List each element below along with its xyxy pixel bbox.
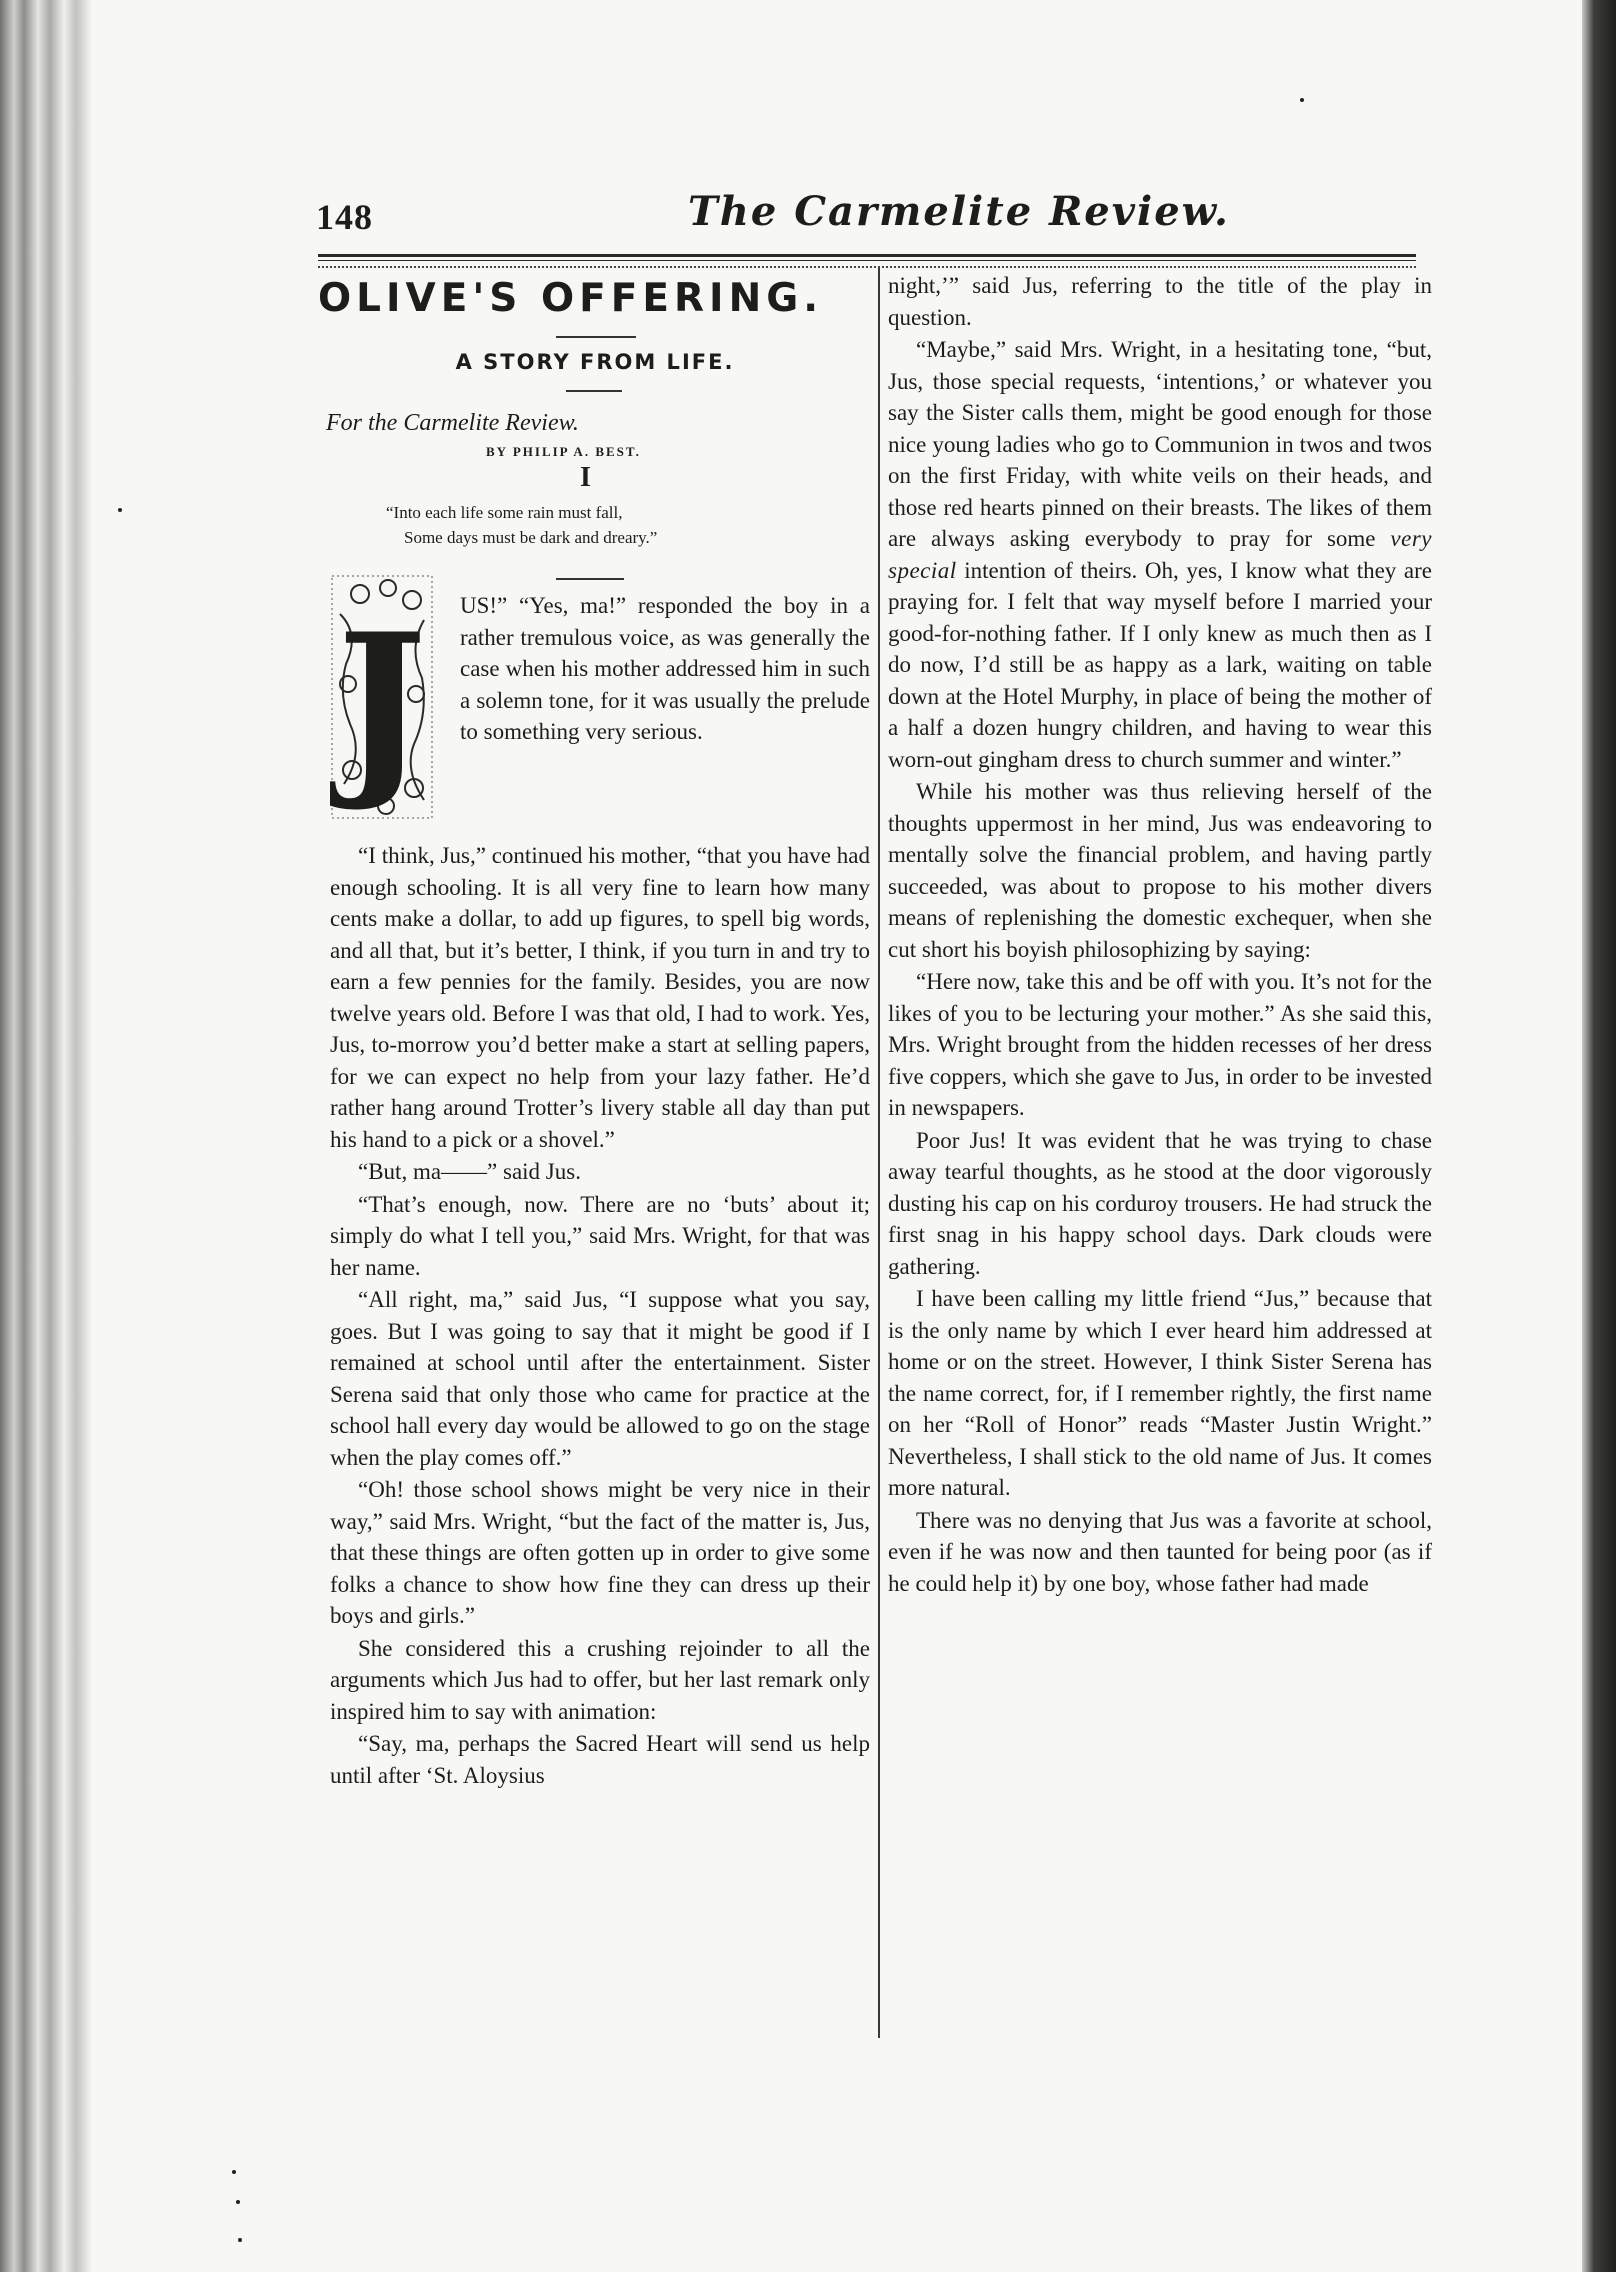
header-rule <box>318 254 1416 261</box>
paragraph-part: “Maybe,” said Mrs. Wright, in a hesitating tone, “but, Jus, those special requests, ‘intentions,’ or whatever you say the Sister calls them, might be good enough for those nice young ladies who go to Communion in twos and twos on the first Friday, with white veils on their heads, and those red hearts pinned on their breasts. The likes of them are always asking everybody to pray for some <box>888 337 1432 551</box>
title-rule <box>556 336 636 338</box>
opening-text: US!” “Yes, ma!” responded the boy in a rather tremulous voice, as was generally the case when his mother addressed him in such a solemn tone, for it was usually the prelude to something very serious. <box>460 593 870 744</box>
speck <box>238 2238 242 2242</box>
page-edge-shadow <box>1582 0 1616 2272</box>
italic-phrase: very special <box>888 526 1432 583</box>
paragraph: “But, ma——” said Jus. <box>358 1159 581 1184</box>
header-dotted-rule <box>318 266 1416 268</box>
paragraph: While his mother was thus relieving herself of the thoughts uppermost in her mind, Jus was endeavoring to mentally solve the financial problem, and having partly succeeded, was about to propose to his mother divers means of replenishing the domestic exchequer, when she cut short his boyish philosophizing by saying: <box>888 779 1432 962</box>
book-spine-shadow <box>0 0 92 2272</box>
paragraph: “Say, ma, perhaps the Sacred Heart will send us help until after ‘St. Aloysius <box>330 1731 870 1788</box>
paragraph: She considered this a crushing rejoinder to all the arguments which Jus had to offer, but her last remark only inspired him to say with animation: <box>330 1635 870 1724</box>
paragraph: I have been calling my little friend “Jus,” because that is the only name by which I ever heard him addressed at home or on the street. However, I think Sister Serena has the name correct, for, if I remember rightly, the first name on her “Roll of Honor” reads “Master Justin Wright.” Nevertheless, I shall stick to the old name of Jus. It comes more natural. <box>888 1286 1432 1500</box>
paragraph: night,’” said Jus, referring to the title of the play in question. <box>888 273 1432 330</box>
paragraph: “I think, Jus,” continued his mother, “that you have had enough schooling. It is all very fine to learn how many cents make a dollar, to add up figures, to spell big words, and all that, but it’s better, I think, if you turn in and try to earn a few pennies for the family. Besides, you are now twelve years old. Before I was that old, I had to work. Yes, Jus, to-morrow you’d better make a start at selling papers, for we can expect no help from your lazy father. He’d rather hang around Trotter’s livery stable all day than put his hand to a pick or a shovel.” <box>330 843 870 1152</box>
article-subtitle: A STORY FROM LIFE. <box>455 350 735 374</box>
paragraph: “Oh! those school shows might be very nice in their way,” said Mrs. Wright, “but the fact of the matter is, Jus, that these things are often gotten up in order to give some folks a chance to show how fine they can dress up their boys and girls.” <box>330 1477 870 1628</box>
left-column <box>330 840 870 1792</box>
right-column <box>888 270 1432 1600</box>
speck <box>118 508 122 512</box>
paragraph-part: intention of theirs. Oh, yes, I know what they are praying for. I felt that way myself before I married your good-for-nothing father. If I only knew as much then as I do now, I’d still be as happy as a lark, waiting on table down at the Hotel Murphy, in place of being the mother of a half a dozen hungry children, and having to wear this worn-out gingham dress to church summer and winter.” <box>888 557 1432 772</box>
journal-title: The Carmelite Review. <box>688 188 1230 235</box>
epigraph-rule <box>556 578 624 580</box>
paragraph: There was no denying that Jus was a favorite at school, even if he was now and then taunted for being poor (as if he could help it) by one boy, whose father had made <box>888 1507 1432 1596</box>
paragraph: “Here now, take this and be off with you. It’s not for the likes of you to be lecturing your mother.” As she said this, Mrs. Wright brought from the hidden recesses of her dress five coppers, which she gave to Jus, in order to be invested in newspapers. <box>888 969 1432 1120</box>
epigraph-line: Some days must be dark and dreary.” <box>404 528 658 547</box>
paragraph: “All right, ma,” said Jus, “I suppose what you say, goes. But I was going to say that it might be good if I remained at school until after the entertainment. Sister Serena said that only those who came for practice at the school hall every day would be allowed to go on the stage when the play comes off.” <box>330 1287 870 1470</box>
opening-paragraph <box>460 590 870 748</box>
article-title: OLIVE'S OFFERING. <box>318 276 824 321</box>
epigraph <box>380 500 820 550</box>
speck <box>236 2200 240 2204</box>
paragraph: “That’s enough, now. There are no ‘buts’ about it; simply do what I tell you,” said Mrs. Wright, for that was her name. <box>330 1191 870 1280</box>
dropcap-letter: J <box>337 592 427 815</box>
epigraph-line: “Into each life some rain must fall, <box>386 503 623 522</box>
paragraph <box>888 334 1432 775</box>
ornamental-dropcap-j <box>330 574 434 820</box>
speck <box>232 2170 236 2174</box>
column-divider <box>878 268 880 2038</box>
speck <box>1300 98 1304 102</box>
chapter-number: I <box>580 462 591 493</box>
byline: BY PHILIP A. BEST. <box>486 444 641 459</box>
running-head <box>316 188 1416 248</box>
for-line: For the Carmelite Review. <box>326 410 579 436</box>
subtitle-rule <box>566 390 622 392</box>
page-number: 148 <box>316 197 373 237</box>
paragraph: Poor Jus! It was evident that he was trying to chase away tearful thoughts, as he stood at the door vigorously dusting his cap on his corduroy trousers. He had struck the first snag in his happy school days. Dark clouds were gathering. <box>888 1127 1432 1279</box>
